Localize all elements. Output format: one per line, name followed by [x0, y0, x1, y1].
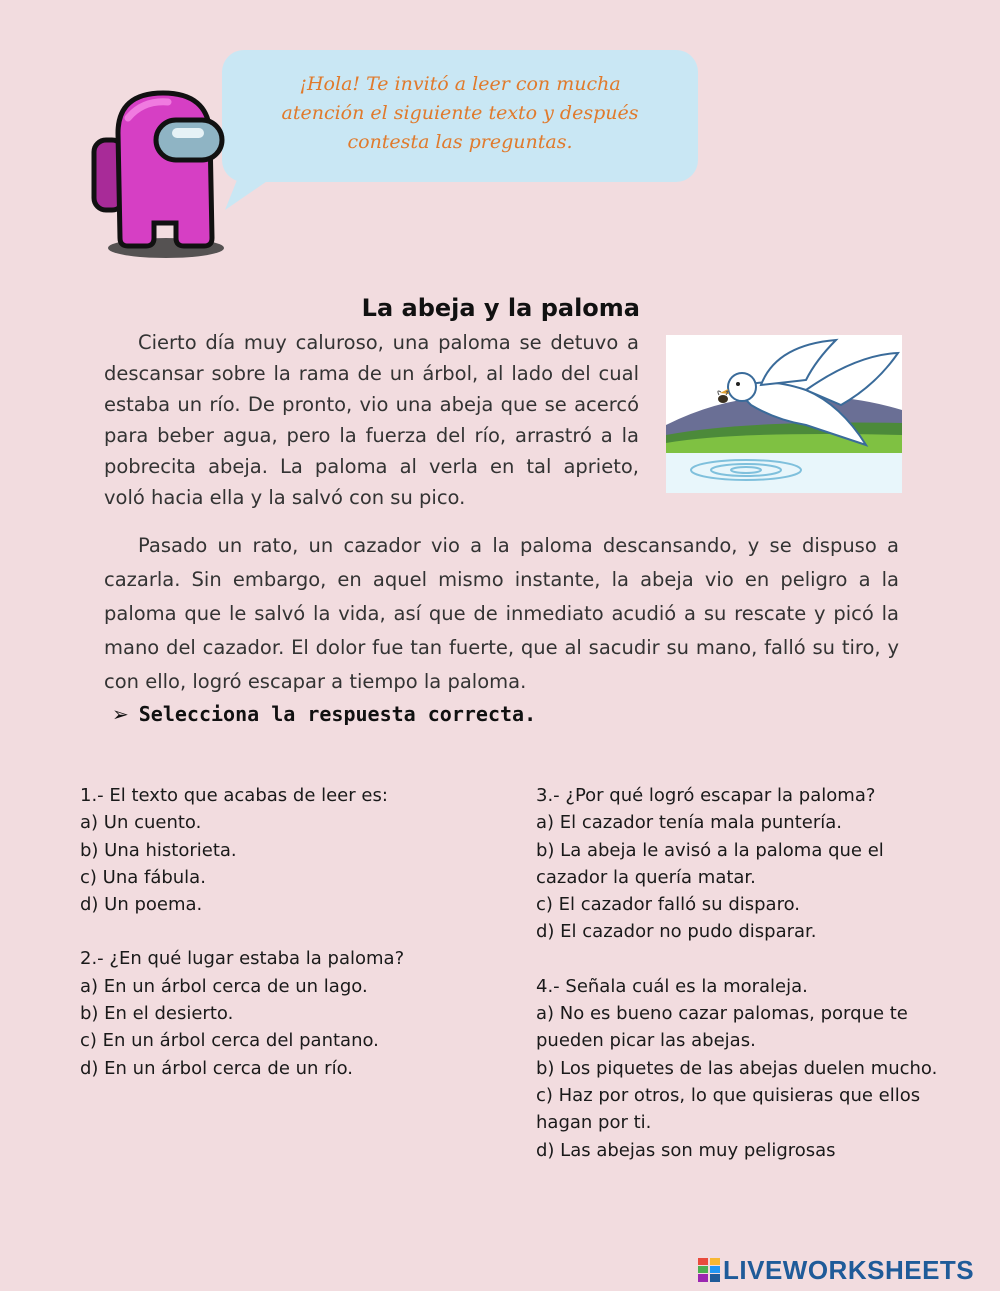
- question-block: [536, 782, 946, 946]
- answer-option[interactable]: b) La abeja le avisó a la paloma que el cazador la quería matar.: [536, 839, 884, 888]
- questions-right-column: [536, 782, 946, 1191]
- answer-option[interactable]: c) El cazador falló su disparo.: [536, 894, 800, 916]
- answer-option[interactable]: b) Los piquetes de las abejas duelen mucho.: [536, 1057, 938, 1079]
- bubble-line: ¡Hola! Te invitó a leer con mucha: [299, 73, 621, 95]
- logo-text: LIVEWORKSHEETS: [723, 1254, 975, 1285]
- answer-option[interactable]: c) En un árbol cerca del pantano.: [80, 1030, 379, 1052]
- question-block: [536, 973, 946, 1164]
- bubble-line: contesta las preguntas.: [347, 131, 573, 153]
- instruction-text: Selecciona la respuesta correcta.: [138, 702, 537, 726]
- question-block: [80, 782, 510, 918]
- answer-option[interactable]: a) En un árbol cerca de un lago.: [80, 975, 368, 997]
- story-paragraph: Pasado un rato, un cazador vio a la paloma descansando, y se dispuso a cazarla. Sin embargo, en aquel mismo instante, la abeja vio en peligro a la paloma que le salvó la vida, así que de inmediato acudió a su rescate y picó la mano del cazador. El dolor fue tan fuerte, que al sacudir su mano, falló su tiro, y con ello, logró escapar a tiempo la paloma.: [104, 534, 899, 693]
- answer-option[interactable]: d) Las abejas son muy peligrosas: [536, 1139, 836, 1161]
- story-paragraph: Cierto día muy caluroso, una paloma se detuvo a descansar sobre la rama de un árbol, al lado del cual estaba un río. De pronto, vio una abeja que se acercó para beber agua, pero la fuerza del río, arrastró a la pobrecita abeja. La paloma al verla en tal aprieto, voló hacia ella y la salvó con su pico.: [104, 331, 639, 509]
- answer-option[interactable]: c) Una fábula.: [80, 866, 206, 888]
- answer-option[interactable]: d) El cazador no pudo disparar.: [536, 921, 817, 943]
- question-text: 3.- ¿Por qué logró escapar la paloma?: [536, 785, 876, 806]
- answer-option[interactable]: a) El cazador tenía mala puntería.: [536, 812, 842, 834]
- question-block: [80, 945, 510, 1081]
- dove-and-bee-illustration: [666, 335, 902, 493]
- answer-option[interactable]: a) No es bueno cazar palomas, porque te pueden picar las abejas.: [536, 1003, 908, 1052]
- questions-left-column: [80, 782, 510, 1109]
- instruction: [112, 702, 536, 726]
- answer-option[interactable]: d) Un poema.: [80, 894, 203, 916]
- story-title: La abeja y la paloma: [361, 294, 640, 322]
- answer-option[interactable]: c) Haz por otros, lo que quisieras que ellos hagan por ti.: [536, 1084, 921, 1134]
- question-text: 2.- ¿En qué lugar estaba la paloma?: [80, 948, 405, 970]
- answer-option[interactable]: b) En el desierto.: [80, 1003, 234, 1025]
- question-text: 1.- El texto que acabas de leer es:: [80, 785, 388, 806]
- speech-bubble-text: [250, 70, 670, 157]
- answer-option[interactable]: b) Una historieta.: [80, 839, 237, 861]
- pink-crewmate-icon: [88, 88, 228, 263]
- arrow-bullet-icon: ➢: [112, 702, 129, 726]
- question-text: 4.- Señala cuál es la moraleja.: [536, 975, 808, 997]
- liveworksheets-logo[interactable]: [698, 1256, 974, 1284]
- liveworksheets-logo-icon: [698, 1258, 720, 1282]
- answer-option[interactable]: d) En un árbol cerca de un río.: [80, 1057, 354, 1079]
- bubble-line: atención el siguiente texto y después: [281, 102, 639, 124]
- answer-option[interactable]: a) Un cuento.: [80, 812, 202, 834]
